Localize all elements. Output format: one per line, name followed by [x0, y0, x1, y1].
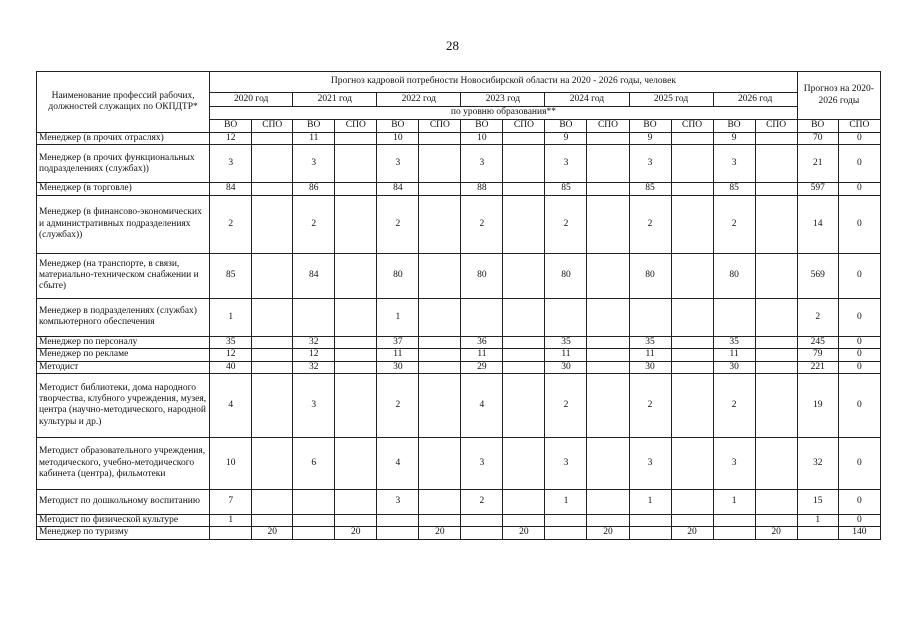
cell-spo: 20 [252, 527, 293, 539]
table-row [37, 361, 881, 373]
cell-spo [671, 373, 713, 437]
header-vo: ВО [293, 120, 335, 133]
cell-spo [671, 298, 713, 336]
cell-spo [503, 514, 545, 526]
header-spo: СПО [838, 120, 880, 133]
table-row [37, 373, 881, 437]
cell-spo [671, 133, 713, 145]
cell-vo: 2 [713, 373, 755, 437]
cell-spo [503, 183, 545, 195]
cell-vo: 3 [629, 437, 671, 489]
cell-vo: 3 [713, 145, 755, 183]
cell-vo: 29 [461, 361, 503, 373]
header-spo: СПО [587, 120, 629, 133]
row-name: Менеджер (в прочих отраслях) [37, 133, 210, 145]
cell-vo: 12 [210, 133, 252, 145]
cell-vo: 84 [293, 253, 335, 298]
table-row [37, 298, 881, 336]
header-year: 2020 год [210, 93, 293, 107]
cell-vo: 40 [210, 361, 252, 373]
cell-vo: 79 [797, 349, 838, 361]
cell-spo [755, 183, 797, 195]
cell-vo: 2 [377, 373, 419, 437]
cell-spo [419, 145, 461, 183]
cell-spo [252, 183, 293, 195]
cell-vo: 1 [377, 298, 419, 336]
cell-spo [671, 145, 713, 183]
cell-spo [503, 437, 545, 489]
cell-vo [293, 527, 335, 539]
cell-spo [419, 336, 461, 348]
cell-vo: 6 [293, 437, 335, 489]
cell-spo: 140 [838, 527, 880, 539]
cell-vo: 2 [461, 195, 503, 253]
cell-vo: 85 [713, 183, 755, 195]
cell-spo [252, 437, 293, 489]
cell-spo [503, 195, 545, 253]
cell-spo: 0 [838, 489, 880, 514]
row-name: Методист образовательного учреждения, методического, учебно-методического кабинета (центра), фильмотеки [37, 437, 210, 489]
cell-spo: 0 [838, 514, 880, 526]
cell-vo: 14 [797, 195, 838, 253]
header-year: 2023 год [461, 93, 545, 107]
cell-vo: 1 [210, 514, 252, 526]
cell-spo [503, 373, 545, 437]
cell-spo [335, 253, 377, 298]
cell-vo: 1 [210, 298, 252, 336]
row-name: Методист по дошкольному воспитанию [37, 489, 210, 514]
cell-spo [419, 437, 461, 489]
cell-vo: 12 [293, 349, 335, 361]
cell-vo: 3 [210, 145, 252, 183]
cell-vo: 32 [293, 361, 335, 373]
cell-vo [461, 527, 503, 539]
cell-vo: 35 [629, 336, 671, 348]
cell-spo [671, 253, 713, 298]
row-name: Менеджер по рекламе [37, 349, 210, 361]
cell-spo: 20 [419, 527, 461, 539]
cell-spo [671, 361, 713, 373]
cell-vo [545, 514, 587, 526]
header-vo: ВО [377, 120, 419, 133]
page-number: 28 [446, 38, 459, 53]
header-edu-level: по уровню образования** [210, 107, 797, 120]
table-row [37, 527, 881, 539]
cell-spo: 0 [838, 298, 880, 336]
cell-vo [797, 527, 838, 539]
cell-vo: 10 [210, 437, 252, 489]
row-name: Методист [37, 361, 210, 373]
cell-spo [419, 253, 461, 298]
table-row [37, 183, 881, 195]
cell-vo: 4 [461, 373, 503, 437]
cell-vo: 3 [461, 145, 503, 183]
cell-vo: 2 [461, 489, 503, 514]
cell-spo [252, 298, 293, 336]
header-vo: ВО [713, 120, 755, 133]
cell-spo [671, 349, 713, 361]
cell-spo [587, 183, 629, 195]
cell-vo: 30 [377, 361, 419, 373]
row-name: Менеджер (на транспорте, в связи, материально-техническом снабжении и сбыте) [37, 253, 210, 298]
cell-spo [755, 361, 797, 373]
cell-vo: 35 [210, 336, 252, 348]
table-row [37, 489, 881, 514]
cell-spo [587, 514, 629, 526]
table-row [37, 336, 881, 348]
cell-spo [587, 373, 629, 437]
cell-vo: 11 [545, 349, 587, 361]
cell-spo [587, 437, 629, 489]
cell-spo [755, 437, 797, 489]
cell-spo [755, 298, 797, 336]
cell-vo: 9 [629, 133, 671, 145]
cell-vo: 80 [377, 253, 419, 298]
cell-vo [293, 489, 335, 514]
cell-spo: 20 [335, 527, 377, 539]
cell-spo: 0 [838, 253, 880, 298]
cell-spo [755, 514, 797, 526]
header-name-column: Наименование профессий рабочих, должностей служащих по ОКПДТР* [37, 72, 210, 133]
cell-vo: 3 [713, 437, 755, 489]
cell-spo [755, 349, 797, 361]
cell-vo: 21 [797, 145, 838, 183]
table-row [37, 253, 881, 298]
cell-spo [503, 145, 545, 183]
cell-vo [545, 527, 587, 539]
cell-vo [713, 514, 755, 526]
cell-vo [629, 514, 671, 526]
cell-spo [755, 336, 797, 348]
cell-spo [252, 349, 293, 361]
cell-vo: 84 [377, 183, 419, 195]
cell-spo: 0 [838, 373, 880, 437]
cell-spo [755, 133, 797, 145]
cell-vo: 37 [377, 336, 419, 348]
cell-vo: 80 [629, 253, 671, 298]
cell-vo: 1 [629, 489, 671, 514]
cell-spo [671, 514, 713, 526]
cell-spo [419, 298, 461, 336]
cell-vo: 2 [629, 373, 671, 437]
header-vo: ВО [461, 120, 503, 133]
cell-vo [377, 514, 419, 526]
cell-vo: 3 [461, 437, 503, 489]
cell-spo: 0 [838, 437, 880, 489]
cell-spo [755, 373, 797, 437]
row-name: Методист библиотеки, дома народного творчества, клубного учреждения, музея, центра (научно-методического, народной культуры и др.) [37, 373, 210, 437]
cell-vo [545, 298, 587, 336]
header-vo: ВО [629, 120, 671, 133]
cell-vo: 2 [210, 195, 252, 253]
cell-vo: 12 [210, 349, 252, 361]
cell-spo: 0 [838, 183, 880, 195]
cell-spo [419, 183, 461, 195]
cell-spo [671, 195, 713, 253]
cell-vo: 7 [210, 489, 252, 514]
cell-spo [587, 298, 629, 336]
cell-vo: 84 [210, 183, 252, 195]
cell-vo: 10 [461, 133, 503, 145]
cell-spo: 0 [838, 145, 880, 183]
cell-vo: 221 [797, 361, 838, 373]
cell-spo [419, 349, 461, 361]
cell-vo: 3 [629, 145, 671, 183]
forecast-table [36, 71, 881, 540]
cell-vo: 3 [377, 145, 419, 183]
cell-spo [419, 514, 461, 526]
header-year: 2021 год [293, 93, 377, 107]
cell-spo [335, 298, 377, 336]
cell-spo [335, 145, 377, 183]
cell-spo [671, 489, 713, 514]
cell-spo [252, 195, 293, 253]
cell-spo [252, 373, 293, 437]
cell-vo [210, 527, 252, 539]
cell-spo [503, 349, 545, 361]
table-row [37, 514, 881, 526]
cell-spo [335, 349, 377, 361]
cell-spo [587, 361, 629, 373]
cell-spo [755, 489, 797, 514]
cell-vo: 85 [210, 253, 252, 298]
cell-spo: 0 [838, 195, 880, 253]
cell-vo [629, 527, 671, 539]
cell-vo: 2 [293, 195, 335, 253]
cell-vo: 245 [797, 336, 838, 348]
cell-vo: 4 [210, 373, 252, 437]
cell-vo: 3 [293, 373, 335, 437]
cell-spo: 0 [838, 349, 880, 361]
cell-spo [252, 489, 293, 514]
cell-vo [713, 527, 755, 539]
cell-vo: 11 [713, 349, 755, 361]
row-name: Методист по физической культуре [37, 514, 210, 526]
cell-vo: 11 [377, 349, 419, 361]
cell-spo: 0 [838, 133, 880, 145]
cell-vo: 3 [545, 145, 587, 183]
cell-spo: 20 [587, 527, 629, 539]
cell-vo: 2 [545, 195, 587, 253]
cell-vo: 85 [545, 183, 587, 195]
cell-spo [671, 183, 713, 195]
cell-spo [335, 183, 377, 195]
cell-vo: 597 [797, 183, 838, 195]
cell-spo [587, 145, 629, 183]
cell-vo: 3 [377, 489, 419, 514]
cell-vo: 10 [377, 133, 419, 145]
table-row [37, 145, 881, 183]
cell-vo: 36 [461, 336, 503, 348]
cell-vo: 86 [293, 183, 335, 195]
cell-vo: 1 [545, 489, 587, 514]
cell-spo [671, 336, 713, 348]
table-row [37, 195, 881, 253]
cell-spo: 0 [838, 361, 880, 373]
cell-vo: 9 [713, 133, 755, 145]
cell-spo [252, 253, 293, 298]
cell-spo: 20 [503, 527, 545, 539]
header-year: 2026 год [713, 93, 797, 107]
cell-spo [252, 514, 293, 526]
cell-vo [377, 527, 419, 539]
cell-spo [503, 489, 545, 514]
cell-spo [419, 489, 461, 514]
table-body [37, 133, 881, 540]
cell-spo [419, 133, 461, 145]
cell-vo [461, 298, 503, 336]
table-row [37, 349, 881, 361]
header-year: 2022 год [377, 93, 461, 107]
cell-vo [293, 298, 335, 336]
cell-vo: 569 [797, 253, 838, 298]
header-year: 2025 год [629, 93, 713, 107]
cell-spo [587, 349, 629, 361]
header-vo: ВО [797, 120, 838, 133]
cell-vo: 11 [293, 133, 335, 145]
cell-spo [252, 361, 293, 373]
cell-vo: 1 [797, 514, 838, 526]
cell-spo [252, 133, 293, 145]
cell-spo [419, 195, 461, 253]
cell-vo: 30 [629, 361, 671, 373]
cell-vo: 70 [797, 133, 838, 145]
cell-spo [335, 437, 377, 489]
cell-spo [419, 361, 461, 373]
cell-spo [755, 253, 797, 298]
cell-vo: 35 [713, 336, 755, 348]
cell-vo: 2 [377, 195, 419, 253]
cell-vo [713, 298, 755, 336]
row-name: Менеджер (в торговле) [37, 183, 210, 195]
cell-spo [335, 133, 377, 145]
cell-spo: 20 [755, 527, 797, 539]
cell-vo: 2 [629, 195, 671, 253]
header-vo: ВО [545, 120, 587, 133]
cell-spo [503, 298, 545, 336]
header-spo: СПО [335, 120, 377, 133]
row-name: Менеджер в подразделениях (службах) компьютерного обеспечения [37, 298, 210, 336]
cell-spo [252, 145, 293, 183]
row-name: Менеджер (в финансово-экономических и административных подразделениях (службах)) [37, 195, 210, 253]
cell-vo: 80 [545, 253, 587, 298]
cell-spo [755, 195, 797, 253]
cell-spo [503, 253, 545, 298]
cell-vo: 30 [713, 361, 755, 373]
header-year: 2024 год [545, 93, 629, 107]
cell-vo: 2 [713, 195, 755, 253]
cell-vo: 32 [293, 336, 335, 348]
cell-spo [503, 336, 545, 348]
cell-vo: 11 [629, 349, 671, 361]
header-spo: СПО [419, 120, 461, 133]
cell-spo [587, 133, 629, 145]
cell-vo: 3 [545, 437, 587, 489]
cell-vo: 88 [461, 183, 503, 195]
cell-vo: 2 [797, 298, 838, 336]
header-vo: ВО [210, 120, 252, 133]
cell-spo [335, 336, 377, 348]
header-spo: СПО [503, 120, 545, 133]
cell-vo: 4 [377, 437, 419, 489]
cell-spo [587, 489, 629, 514]
cell-vo [629, 298, 671, 336]
cell-spo [671, 437, 713, 489]
cell-spo [419, 373, 461, 437]
row-name: Менеджер по персоналу [37, 336, 210, 348]
cell-spo [503, 361, 545, 373]
cell-spo [335, 514, 377, 526]
cell-vo: 15 [797, 489, 838, 514]
cell-vo: 80 [461, 253, 503, 298]
header-spo: СПО [671, 120, 713, 133]
header-spo: СПО [252, 120, 293, 133]
header-forecast-title: Прогноз кадровой потребности Новосибирской области на 2020 - 2026 годы, человек [210, 72, 797, 93]
cell-spo [335, 489, 377, 514]
header-total-title: Прогноз на 2020-2026 годы [797, 72, 880, 120]
cell-spo [503, 133, 545, 145]
row-name: Менеджер по туризму [37, 527, 210, 539]
cell-vo: 11 [461, 349, 503, 361]
table-row [37, 133, 881, 145]
cell-spo [587, 336, 629, 348]
cell-vo: 9 [545, 133, 587, 145]
cell-vo: 19 [797, 373, 838, 437]
cell-vo: 85 [629, 183, 671, 195]
cell-spo [587, 253, 629, 298]
cell-spo [335, 361, 377, 373]
cell-vo [461, 514, 503, 526]
cell-spo [335, 373, 377, 437]
cell-vo: 80 [713, 253, 755, 298]
cell-spo [755, 145, 797, 183]
cell-vo: 32 [797, 437, 838, 489]
cell-vo: 30 [545, 361, 587, 373]
cell-spo [335, 195, 377, 253]
cell-spo [252, 336, 293, 348]
cell-spo: 20 [671, 527, 713, 539]
header-spo: СПО [755, 120, 797, 133]
cell-spo [587, 195, 629, 253]
cell-vo: 35 [545, 336, 587, 348]
cell-spo: 0 [838, 336, 880, 348]
cell-vo: 1 [713, 489, 755, 514]
table-row [37, 437, 881, 489]
cell-vo: 2 [545, 373, 587, 437]
cell-vo [293, 514, 335, 526]
cell-vo: 3 [293, 145, 335, 183]
row-name: Менеджер (в прочих функциональных подразделениях (службах)) [37, 145, 210, 183]
